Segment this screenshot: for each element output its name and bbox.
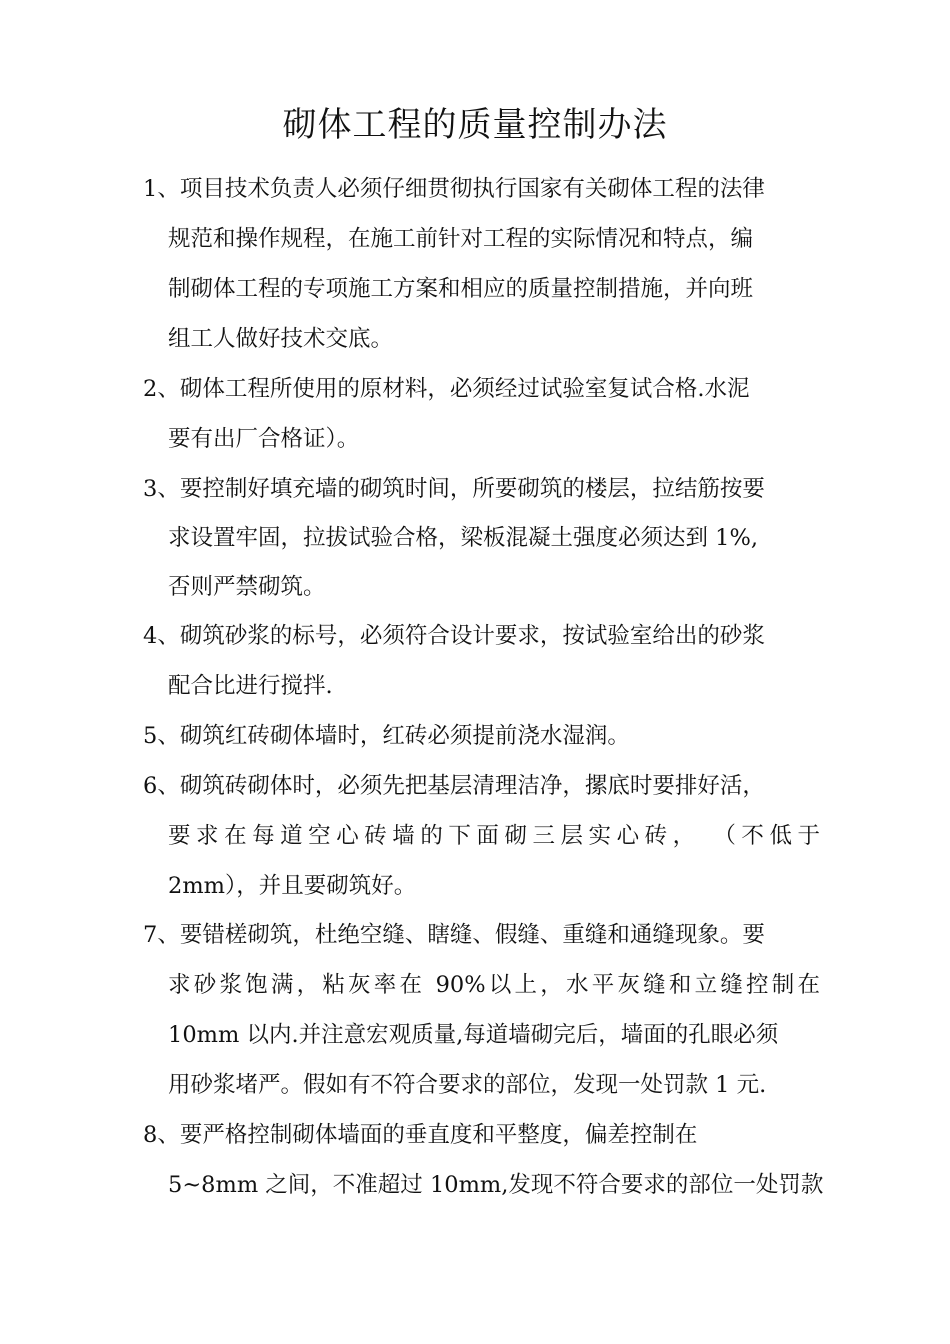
item-line: 6、砌筑砖砌体时，必须先把基层清理洁净，摞底时要排好活， xyxy=(143,773,765,799)
item-line: 要有出厂合格证）。 xyxy=(168,426,360,452)
item-line: 求砂浆饱满，粘灰率在 90%以上，水平灰缝和立缝控制在 xyxy=(168,972,820,998)
document-title: 砌体工程的质量控制办法 xyxy=(282,105,668,145)
item-line: 规范和操作规程，在施工前针对工程的实际情况和特点，编 xyxy=(168,226,754,252)
item-line: 用砂浆堵严。假如有不符合要求的部位，发现一处罚款 1 元. xyxy=(168,1072,767,1098)
item-line: 配合比进行搅拌. xyxy=(168,673,333,699)
item-line: 求设置牢固，拉拔试验合格，梁板混凝土强度必须达到 1%, xyxy=(168,525,758,551)
item-line: 3、要控制好填充墙的砌筑时间，所要砌筑的楼层，拉结筋按要 xyxy=(143,476,765,502)
item-line: 8、要严格控制砌体墙面的垂直度和平整度，偏差控制在 xyxy=(143,1122,698,1148)
item-line: 1、项目技术负责人必须仔细贯彻执行国家有关砌体工程的法律 xyxy=(143,176,765,202)
item-line: 7、要错槎砌筑，杜绝空缝、瞎缝、假缝、重缝和通缝现象。要 xyxy=(143,922,765,948)
item-line: 否则严禁砌筑。 xyxy=(168,574,326,600)
item-line: 4、砌筑砂浆的标号，必须符合设计要求，按试验室给出的砂浆 xyxy=(143,623,765,649)
item-line: 5、砌筑红砖砌体墙时，红砖必须提前浇水湿润。 xyxy=(143,723,630,749)
item-line: 2mm），并且要砌筑好。 xyxy=(168,873,417,899)
item-line: 2、砌体工程所使用的原材料，必须经过试验室复试合格.水泥 xyxy=(143,376,750,402)
item-line: 制砌体工程的专项施工方案和相应的质量控制措施，并向班 xyxy=(168,276,754,302)
item-line: 5~8mm 之间，不准超过 10mm,发现不符合要求的部位一处罚款 xyxy=(168,1172,824,1198)
item-line: 组工人做好技术交底。 xyxy=(168,326,394,352)
item-line: 要求在每道空心砖墙的下面砌三层实心砖， （不低于 xyxy=(168,823,820,849)
item-line: 10mm 以内.并注意宏观质量,每道墙砌完后，墙面的孔眼必须 xyxy=(168,1022,779,1048)
